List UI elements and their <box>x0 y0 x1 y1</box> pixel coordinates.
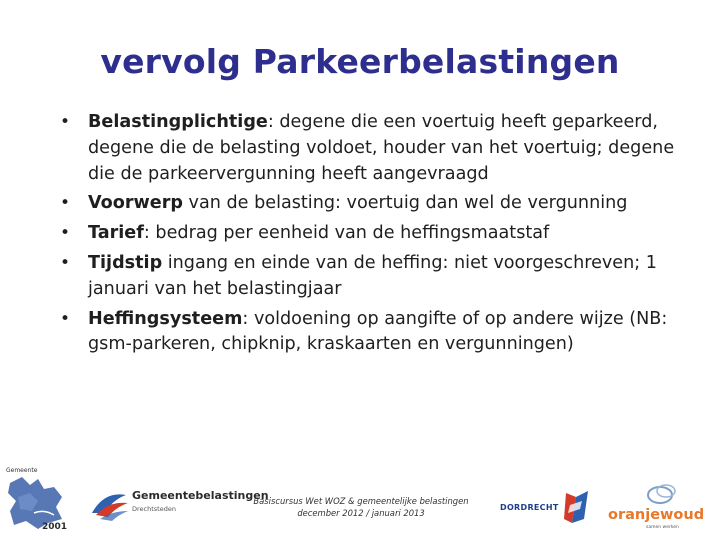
bullet-item <box>58 110 698 187</box>
map-logo-label: Gemeente <box>6 467 38 474</box>
bullet-text: : voldoening op aangifte of op andere wijze (NB: gsm-parkeren, chipknip, kraskaarten en vergunningen) <box>88 308 668 355</box>
dordrecht-flag-icon <box>562 489 592 525</box>
bullet-item <box>58 191 698 217</box>
bullet-text: : bedrag per eenheid van de heffingsmaatstaf <box>143 223 550 244</box>
bullet-text: ingang en einde van de heffing: niet voorgeschreven; 1 januari van het belastingjaar <box>88 252 657 299</box>
dordrecht-name: DORDRECHT <box>500 503 559 512</box>
bullet-item <box>58 221 698 247</box>
bullet-text: : degene die een voertuig heeft geparkeerd, degene die de belasting voldoet, houder van het voertuig; degene die de parkeervergunning heeft aangevraagd <box>88 112 675 184</box>
bullet-dot-icon: • <box>60 223 71 244</box>
oranjewoud-logo <box>606 481 714 531</box>
bullet-term: Tarief <box>88 223 144 244</box>
bullet-dot-icon: • <box>60 308 71 329</box>
map-shape-icon <box>4 467 70 533</box>
bullet-dot-icon: • <box>60 252 71 273</box>
bullet-term: Tijdstip <box>88 252 163 273</box>
gemeentebelastingen-logo <box>90 485 269 521</box>
course-text <box>248 495 474 519</box>
dordrecht-logo <box>500 499 558 515</box>
gemeentebelastingen-logo-icon <box>90 485 130 521</box>
gemeentebelastingen-name: Gemeentebelastingen <box>132 489 269 502</box>
course-line-1: Basiscursus Wet WOZ & gemeentelijke belastingen <box>253 496 469 506</box>
oranjewoud-logo-icon <box>606 481 714 509</box>
bullet-term: Belastingplichtige <box>88 112 268 132</box>
bullet-dot-icon: • <box>60 112 71 132</box>
bullet-list <box>58 110 698 362</box>
slide-title: vervolg Parkeerbelastingen <box>100 42 620 81</box>
bullet-term: Heffingsysteem <box>88 308 243 329</box>
oranjewoud-sub: samen werken <box>646 525 679 530</box>
bullet-item <box>58 307 698 359</box>
gemeentebelastingen-sub: Drechtsteden <box>132 505 176 513</box>
map-logo-year: 2001 <box>42 522 68 532</box>
oranjewoud-name: oranjewoud <box>608 507 705 523</box>
course-line-2: december 2012 / januari 2013 <box>297 508 425 518</box>
map-logo-icon <box>4 467 70 533</box>
bullet-item <box>58 251 698 303</box>
bullet-text: van de belasting: voertuig dan wel de vergunning <box>182 193 628 214</box>
slide-footer <box>0 455 720 540</box>
bullet-dot-icon: • <box>60 193 71 214</box>
bullet-term: Voorwerp <box>88 193 183 214</box>
